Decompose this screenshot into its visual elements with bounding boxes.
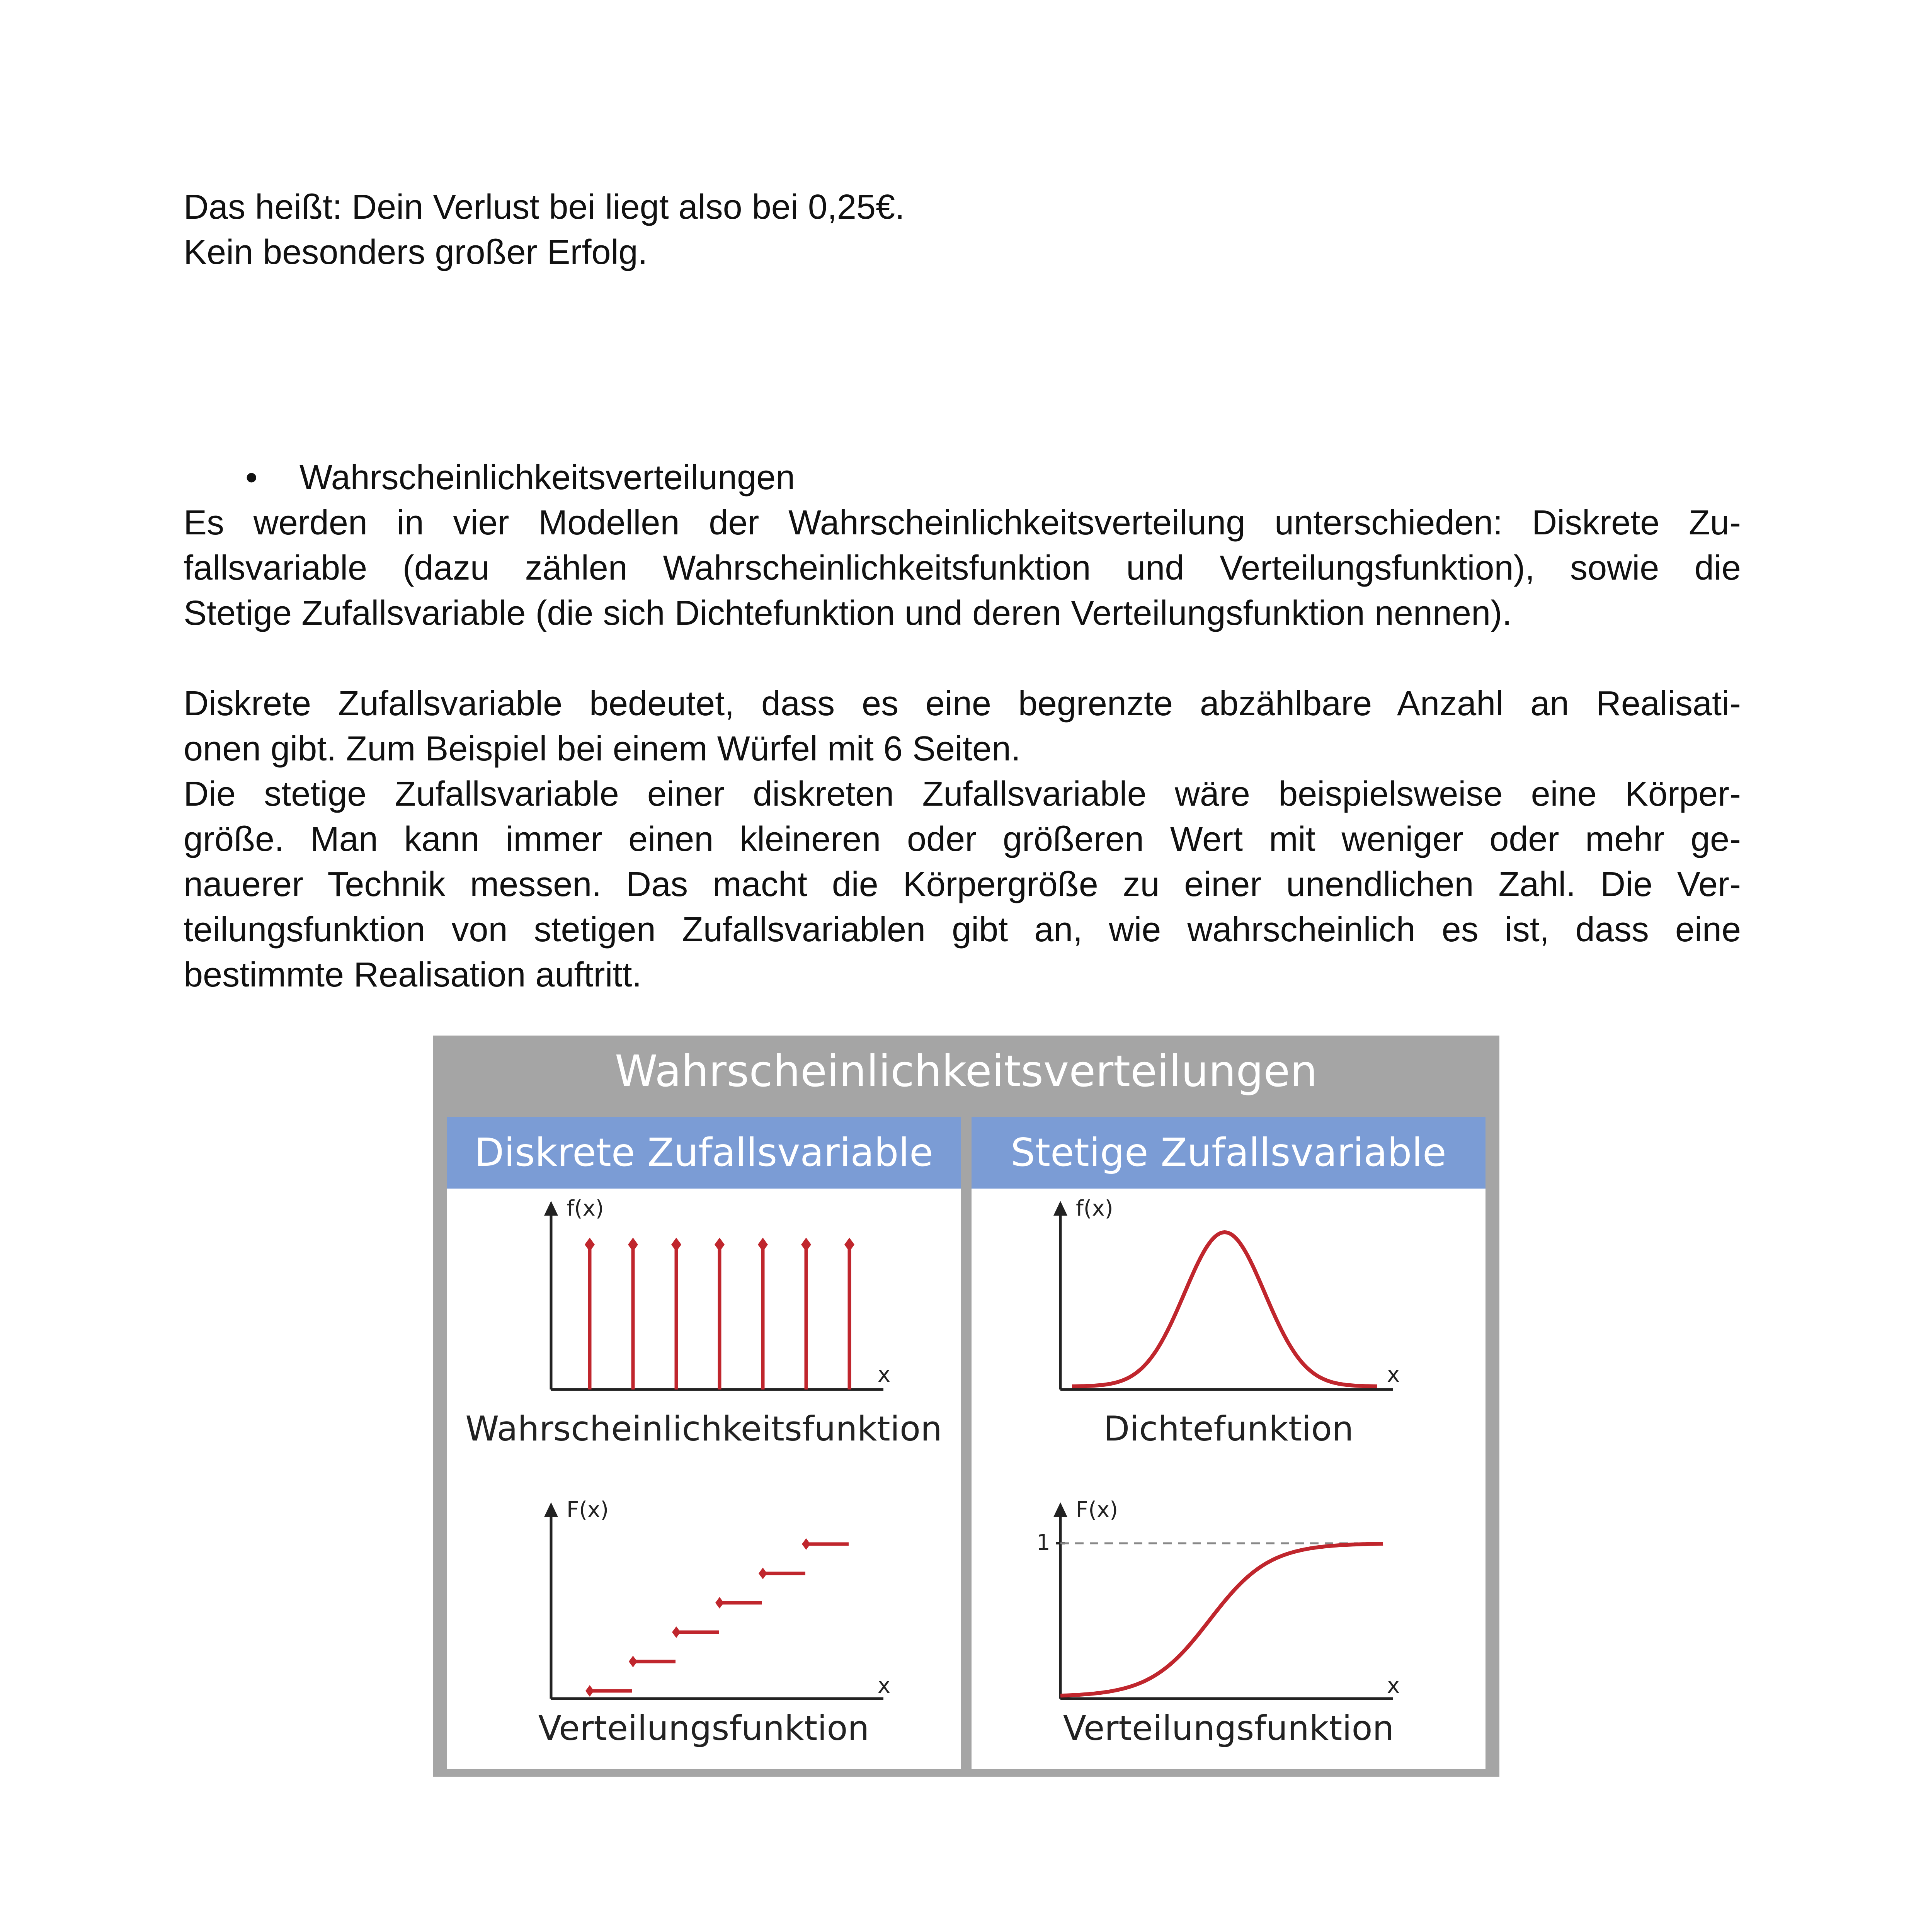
discrete-panel-heading: Diskrete Zufallsvariable	[447, 1117, 961, 1189]
intro-text	[184, 185, 1741, 275]
paragraph-line: onen gibt. Zum Beispiel bei einem Würfel mit 6 Seiten.	[184, 730, 1021, 768]
paragraph-line: größe. Man kann immer einen kleineren oder größeren Wert mit weniger oder mehr ge-	[184, 820, 1741, 859]
pmf-point	[801, 1238, 811, 1252]
pmf-point	[758, 1238, 768, 1252]
paragraph-line: bestimmte Realisation auftritt.	[184, 956, 642, 994]
paragraph-line: Diskrete Zufallsvariable bedeutet, dass es eine begrenzte abzählbare Anzahl an Realisati-	[184, 684, 1741, 723]
y-axis-label: f(x)	[1076, 1196, 1113, 1221]
probability-function-plot	[447, 1189, 961, 1482]
cdf-step-point	[629, 1656, 637, 1667]
paragraph-line: fallsvariable (dazu zählen Wahrscheinlichkeitsfunktion und Verteilungsfunktion), sowie die	[184, 549, 1741, 587]
x-axis-label: x	[878, 1673, 891, 1698]
y-axis-label: f(x)	[567, 1196, 604, 1221]
x-axis-label: x	[1387, 1362, 1400, 1387]
pmf-point	[585, 1238, 595, 1252]
density-curve	[1072, 1232, 1377, 1386]
density-function-plot	[972, 1189, 1485, 1482]
x-axis-label: x	[1387, 1673, 1400, 1698]
paragraph-line: Es werden in vier Modellen der Wahrscheinlichkeitsverteilung unterschieden: Diskrete Zu-	[184, 503, 1741, 542]
paragraph-line: Die stetige Zufallsvariable einer diskreten Zufallsvariable wäre beispielsweise eine Körper-	[184, 775, 1741, 813]
infographic-title: Wahrscheinlichkeitsverteilungen	[614, 1046, 1318, 1097]
intro-line-1: Das heißt: Dein Verlust bei liegt also bei 0,25€.	[184, 188, 905, 226]
continuous-cdf-plot	[972, 1482, 1485, 1769]
pmf-point	[671, 1238, 681, 1252]
y-axis-label: F(x)	[567, 1497, 609, 1522]
pmf-point	[844, 1238, 854, 1252]
cdf-step-point	[759, 1568, 767, 1579]
cdf-step-point	[802, 1538, 810, 1550]
y-axis-arrow-icon	[544, 1502, 558, 1517]
x-axis-label: x	[878, 1362, 891, 1387]
y-axis-arrow-icon	[1053, 1502, 1067, 1517]
bullet-icon: •	[245, 458, 258, 497]
continuous-panel-heading: Stetige Zufallsvariable	[972, 1117, 1485, 1189]
cdf-step-point	[585, 1685, 594, 1697]
pmf-chart	[447, 1189, 961, 1405]
pmf-caption: Wahrscheinlichkeitsfunktion	[465, 1409, 942, 1449]
intro-line-2: Kein besonders großer Erfolg.	[184, 233, 648, 272]
pdf-chart	[972, 1189, 1485, 1405]
continuous-cdf-chart	[972, 1482, 1485, 1706]
continuous-panel	[972, 1117, 1485, 1769]
cdf-step-point	[672, 1626, 681, 1638]
continuous-cdf-caption: Verteilungsfunktion	[1063, 1708, 1394, 1748]
section-heading-text: Wahrscheinlichkeitsverteilungen	[299, 458, 795, 497]
cdf-curve	[1060, 1544, 1383, 1696]
y-axis-arrow-icon	[544, 1201, 558, 1216]
paragraph-2	[184, 681, 1741, 998]
paragraph-line: teilungsfunktion von stetigen Zufallsvariablen gibt an, wie wahrscheinlich es ist, dass eine	[184, 910, 1741, 949]
distribution-infographic	[433, 1036, 1499, 1777]
pmf-point	[715, 1238, 725, 1252]
paragraph-line: Stetige Zufallsvariable (die sich Dichtefunktion und deren Verteilungsfunktion nennen).	[184, 594, 1512, 633]
discrete-cdf-plot	[447, 1482, 961, 1769]
paragraph-1	[184, 500, 1741, 636]
y-axis-arrow-icon	[1053, 1201, 1067, 1216]
y-tick-one: 1	[1036, 1530, 1050, 1555]
cdf-step-point	[715, 1597, 724, 1609]
discrete-cdf-chart	[447, 1482, 961, 1706]
discrete-cdf-caption: Verteilungsfunktion	[538, 1708, 870, 1748]
pdf-caption: Dichtefunktion	[1103, 1409, 1354, 1449]
discrete-panel	[447, 1117, 961, 1769]
y-axis-label: F(x)	[1076, 1497, 1118, 1522]
pmf-point	[628, 1238, 638, 1252]
paragraph-line: nauerer Technik messen. Das macht die Körpergröße zu einer unendlichen Zahl. Die Ver-	[184, 865, 1741, 904]
